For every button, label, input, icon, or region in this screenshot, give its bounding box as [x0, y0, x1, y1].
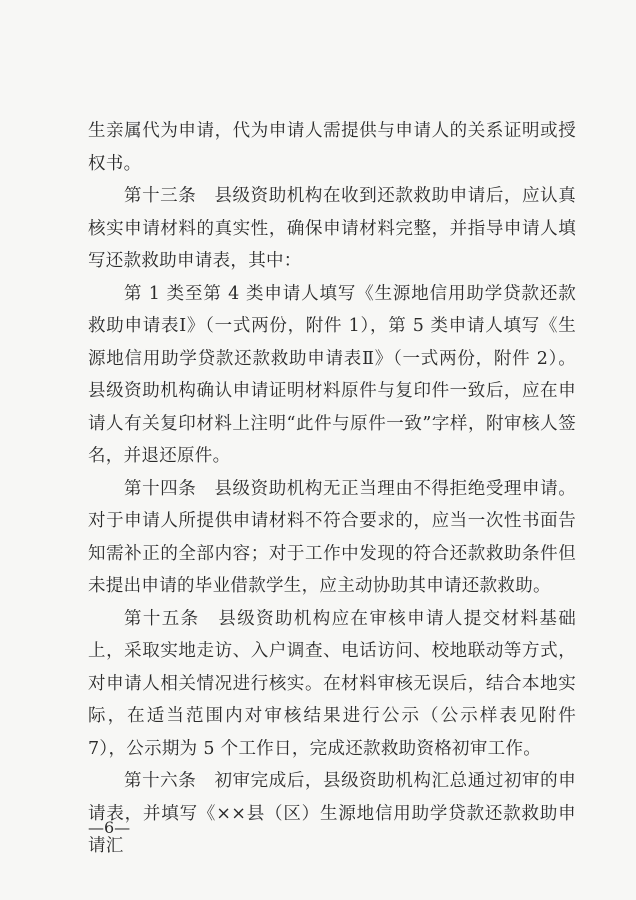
paragraph-article-13-detail: 第 1 类至第 4 类申请人填写《生源地信用助学贷款还款救助申请表Ⅰ》（一式两份，附件 1），第 5 类申请人填写《生源地信用助学贷款还款救助申请表Ⅱ》（一式两份，附件 2）。县级资助机构确认申请证明材料原件与复印件一致后，应在申请人有关复印材料上注明“此件与原件一致”字样，附审核人签名，并退还原件。	[88, 283, 576, 466]
paragraph-article-14: 第十四条 县级资助机构无正当理由不得拒绝受理申请。对于申请人所提供申请材料不符合要求的，应当一次性书面告知需补正的全部内容；对于工作中发现的符合还款救助条件但未提出申请的毕业借款学生，应主动协助其申请还款救助。	[88, 478, 576, 596]
paragraph-article-16: 第十六条 初审完成后，县级资助机构汇总通过初审的申请表，并填写《××县（区）生源地信用助学贷款还款救助申请汇	[88, 771, 576, 856]
paragraph-article-15: 第十五条 县级资助机构应在审核申请人提交材料基础上，采取实地走访、入户调查、电话访问、校地联动等方式，对申请人相关情况进行核实。在材料审核无误后，结合本地实际，在适当范围内对审核结果进行公示（公示样表见附件 7），公示期为 5 个工作日，完成还款救助资格初审工作。	[88, 608, 576, 759]
paragraph-continuation: 生亲属代为申请，代为申请人需提供与申请人的关系证明或授权书。	[88, 121, 576, 174]
body-text	[88, 115, 576, 863]
paragraph-article-13: 第十三条 县级资助机构在收到还款救助申请后，应认真核实申请材料的真实性，确保申请材料完整，并指导申请人填写还款救助申请表，其中：	[88, 186, 576, 271]
page-number: —6—	[88, 818, 131, 837]
